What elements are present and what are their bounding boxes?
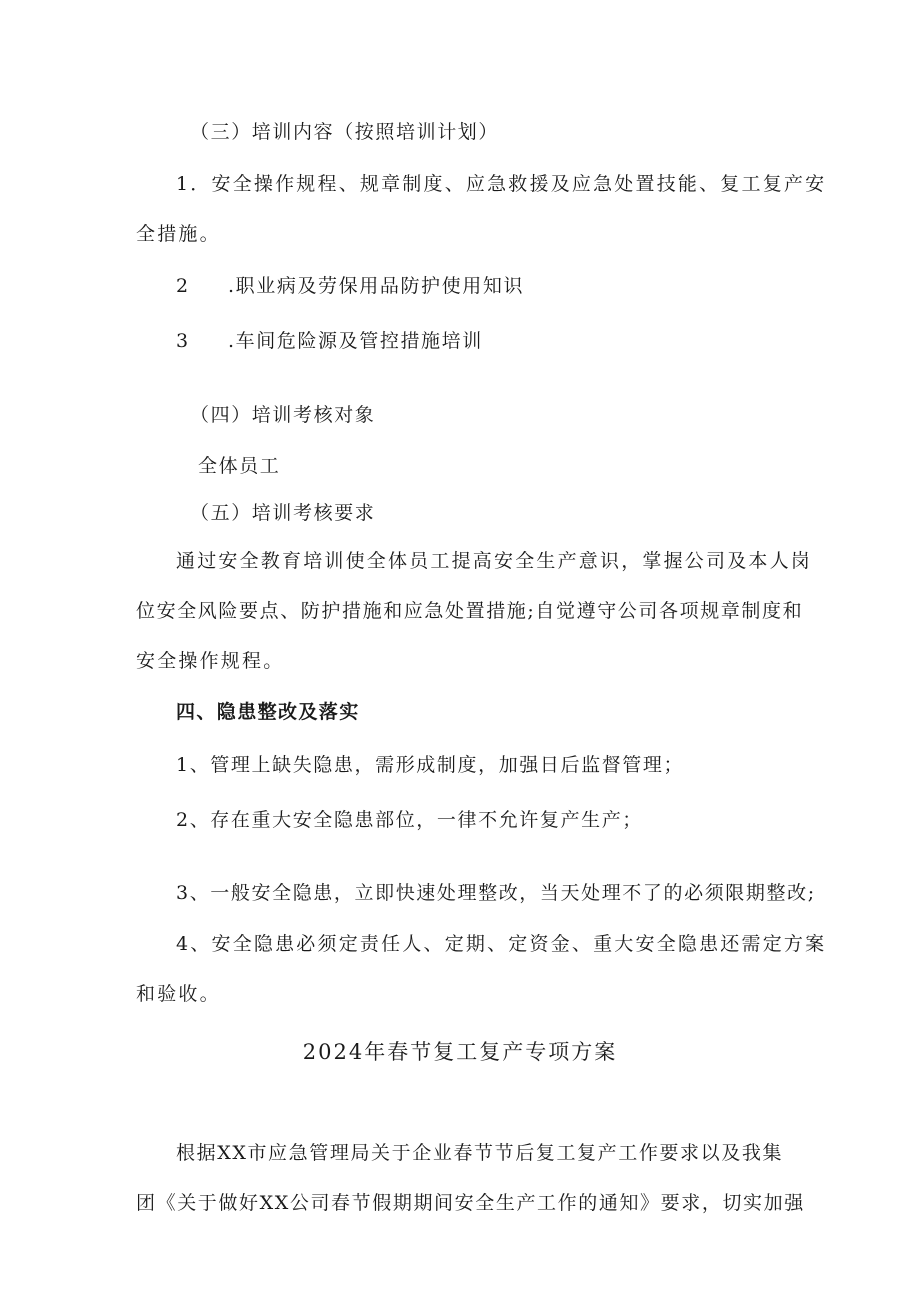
section-5-heading: （五）培训考核要求 — [190, 502, 376, 524]
section-5-paragraph-line-1: 通过安全教育培训使全体员工提高安全生产意识，掌握公司及本人岗 — [176, 550, 813, 572]
part-4-item-4-line-1: 4、安全隐患必须定责任人、定期、定资金、重大安全隐患还需定方案 — [176, 933, 827, 955]
section-3-item-3-text: .车间危险源及管控措施培训 — [228, 330, 483, 352]
section-5-paragraph-line-2: 位安全风险要点、防护措施和应急处置措施;自觉遵守公司各项规章制度和 — [136, 600, 804, 622]
section-3-item-3-number: 3 — [176, 330, 189, 352]
section-4-content: 全体员工 — [198, 455, 281, 477]
intro-paragraph-line-2: 团《关于做好XX公司春节假期期间安全生产工作的通知》要求，切实加强 — [136, 1192, 805, 1214]
part-4-item-1: 1、管理上缺失隐患，需形成制度，加强日后监督管理； — [176, 754, 685, 776]
document-title: 2024年春节复工复产专项方案 — [302, 1040, 618, 1064]
section-5-paragraph-line-3: 安全操作规程。 — [136, 650, 285, 672]
part-4-item-3: 3、一般安全隐患，立即快速处理整改，当天处理不了的必须限期整改; — [176, 882, 816, 904]
part-4-heading: 四、隐患整改及落实 — [176, 701, 360, 723]
section-3-item-1-line-2: 全措施。 — [136, 223, 221, 245]
section-4-heading: （四）培训考核对象 — [190, 404, 376, 426]
part-4-item-2: 2、存在重大安全隐患部位，一律不允许复产生产； — [176, 809, 643, 831]
section-3-item-1-line-1: 1．安全操作规程、规章制度、应急救援及应急处置技能、复工复产安 — [176, 173, 827, 195]
section-3-item-2-text: .职业病及劳保用品防护使用知识 — [228, 275, 525, 297]
part-4-item-4-line-2: 和验收。 — [136, 983, 221, 1005]
section-3-item-2-number: 2 — [176, 275, 189, 297]
section-3-heading: （三）培训内容（按照培训计划） — [190, 121, 500, 143]
intro-paragraph-line-1: 根据XX市应急管理局关于企业春节节后复工复产工作要求以及我集 — [176, 1142, 784, 1164]
